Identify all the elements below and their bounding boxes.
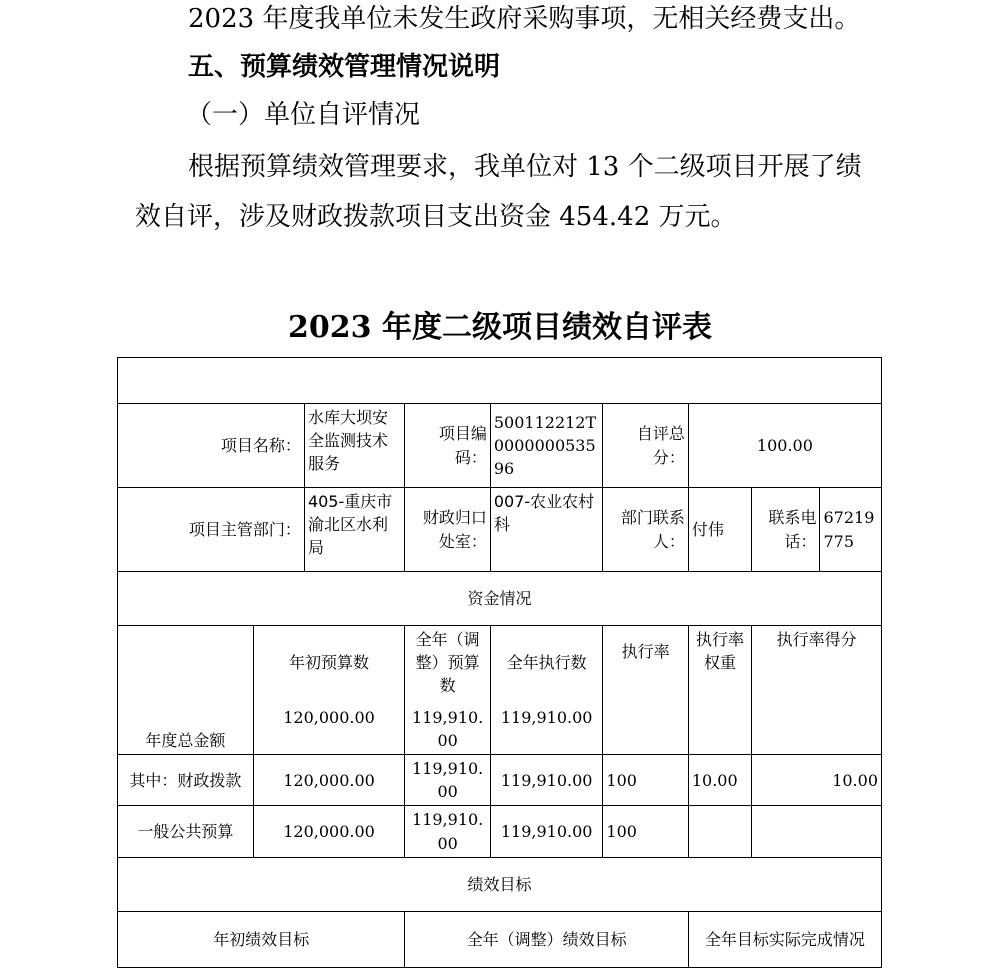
- col-executed: [490, 626, 603, 755]
- perf-initial-label: 年初绩效目标: [118, 911, 405, 967]
- funds-header: 资金情况: [118, 572, 882, 626]
- fiscal-weight: 10.00: [688, 754, 751, 805]
- self-score-value: 100.00: [688, 404, 881, 488]
- col-executed-label: 全年执行数: [506, 652, 587, 672]
- self-score-label: 自评总分：: [603, 404, 688, 488]
- dept-label: 项目主管部门：: [118, 488, 305, 572]
- paragraph-performance-line2: 效自评，涉及财政拨款项目支出资金 454.42 万元。: [135, 202, 737, 232]
- paragraph-performance-line1: 根据预算绩效管理要求，我单位对 13 个二级项目开展了绩: [188, 152, 862, 182]
- project-name-label: 项目名称：: [118, 404, 305, 488]
- finance-office-value: 007-农业农村科: [490, 488, 603, 572]
- subsection-heading: （一）单位自评情况: [186, 100, 421, 130]
- fiscal-adjusted: 119,910.00: [405, 754, 490, 805]
- project-code-label: 项目编码：: [405, 404, 490, 488]
- project-name-value: 水库大坝安全监测技术服务: [304, 404, 405, 488]
- total-adjusted: 119,910.00: [412, 707, 484, 750]
- blank-header-cell: [118, 358, 882, 404]
- table-row: [118, 404, 882, 488]
- section-heading: 五、预算绩效管理情况说明: [188, 52, 501, 82]
- col-weight-label: 执行率权重: [688, 626, 751, 755]
- col-score-label: 执行率得分: [752, 626, 882, 755]
- general-executed: 119,910.00: [490, 806, 603, 857]
- performance-table: [117, 357, 882, 968]
- row-label: 其中：财政拨款: [118, 754, 254, 805]
- table-title: 2023 年度二级项目绩效自评表: [288, 310, 712, 345]
- phone-label: 联系电话：: [752, 488, 820, 572]
- total-executed: 119,910.00: [500, 707, 593, 727]
- perf-actual-label: 全年目标实际完成情况: [688, 911, 881, 967]
- row-label: 年度总金额: [118, 626, 254, 755]
- table-row: [118, 572, 882, 626]
- general-score: [752, 806, 882, 857]
- fiscal-score: 10.00: [752, 754, 882, 805]
- table-row: [118, 857, 882, 911]
- table-row: [118, 488, 882, 572]
- total-initial: 120,000.00: [283, 707, 375, 727]
- row-label: 一般公共预算: [118, 806, 254, 857]
- fiscal-rate: 100: [603, 754, 688, 805]
- dept-value: 405-重庆市渝北区水利局: [304, 488, 405, 572]
- perf-adjusted-label: 全年（调整）绩效目标: [405, 911, 688, 967]
- general-weight: [688, 806, 751, 857]
- table-row: [118, 754, 882, 805]
- general-rate: 100: [603, 806, 688, 857]
- col-initial-budget: [253, 626, 405, 755]
- finance-office-label: 财政归口处室：: [405, 488, 490, 572]
- fiscal-initial: 120,000.00: [253, 754, 405, 805]
- col-adjusted-budget: [405, 626, 490, 755]
- table-row: [118, 806, 882, 857]
- general-adjusted: 119,910.00: [405, 806, 490, 857]
- paragraph-procurement: 2023 年度我单位未发生政府采购事项，无相关经费支出。: [188, 4, 861, 34]
- col-initial-label: 年初预算数: [289, 652, 370, 672]
- table-row: [118, 911, 882, 967]
- col-adjusted-label: 全年（调整）预算数: [415, 630, 480, 696]
- table-row: [118, 626, 882, 755]
- contact-label: 部门联系人：: [603, 488, 688, 572]
- fiscal-executed: 119,910.00: [490, 754, 603, 805]
- phone-value: 67219775: [820, 488, 882, 572]
- project-code-value: 500112212T000000053596: [490, 404, 603, 488]
- perf-header: 绩效目标: [118, 857, 882, 911]
- general-initial: 120,000.00: [253, 806, 405, 857]
- table-row: [118, 358, 882, 404]
- contact-value: 付伟: [688, 488, 751, 572]
- col-rate-label: 执行率: [603, 626, 688, 755]
